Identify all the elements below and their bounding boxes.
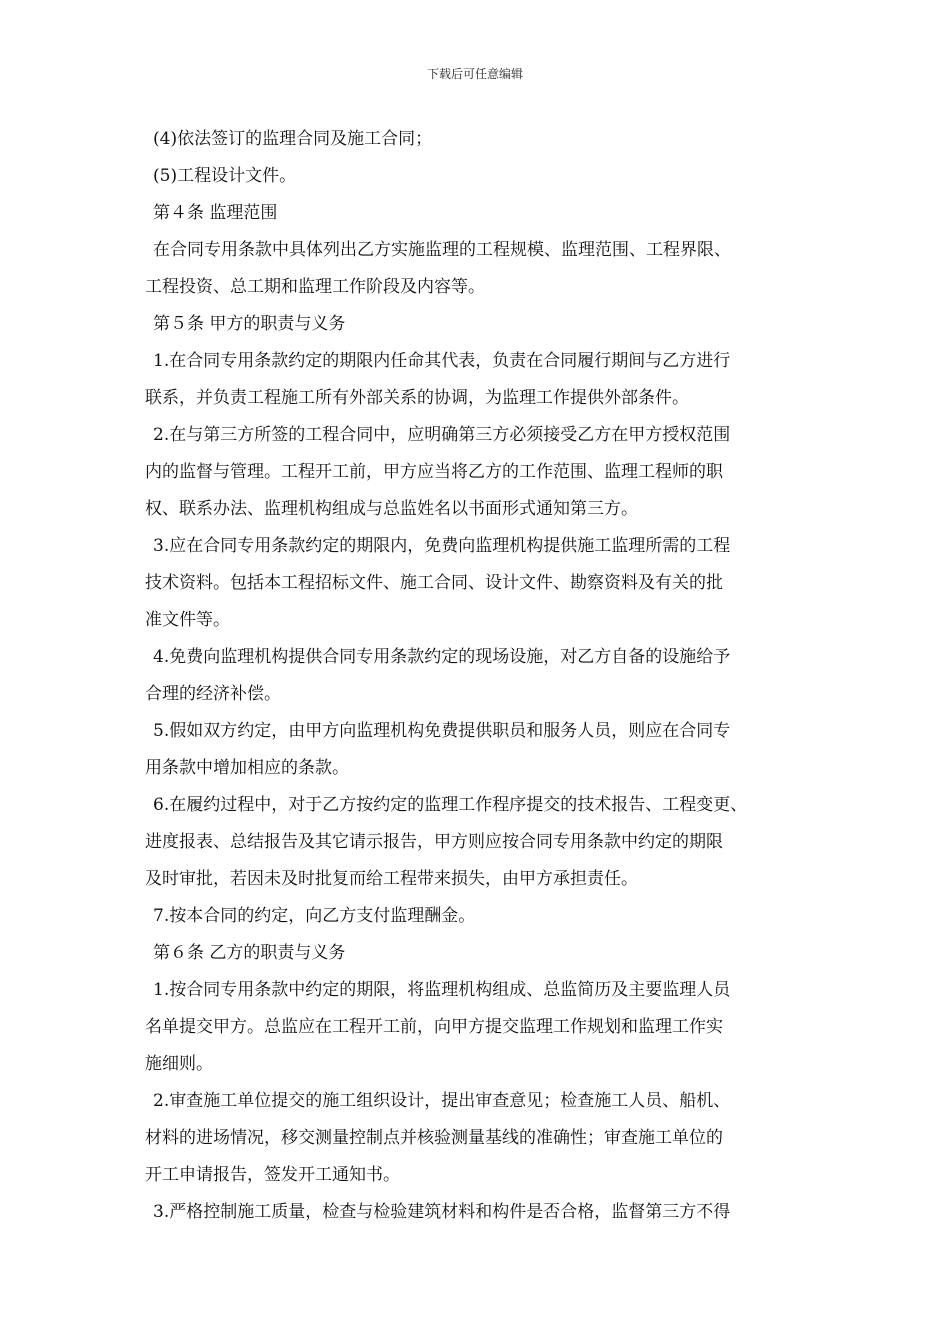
text-line: 施细则。 — [145, 1054, 213, 1074]
text-line: 在合同专用条款中具体列出乙方实施监理的工程规模、监理范围、工程界限、 — [153, 240, 731, 260]
text-line: 工程投资、总工期和监理工作阶段及内容等。 — [145, 277, 485, 297]
text-line: 1.按合同专用条款中约定的期限，将监理机构组成、总监简历及主要监理人员 — [153, 980, 731, 1000]
text-line: 材料的进场情况，移交测量控制点并核验测量基线的准确性；审查施工单位的 — [145, 1128, 723, 1148]
text-line: 准文件等。 — [145, 610, 230, 630]
text-line: 2.在与第三方所签的工程合同中，应明确第三方必须接受乙方在甲方授权范围 — [153, 425, 731, 445]
section-heading: 第６条 乙方的职责与义务 — [153, 943, 346, 963]
text-line: 开工申请报告，签发开工通知书。 — [145, 1165, 400, 1185]
text-line: 7.按本合同的约定，向乙方支付监理酬金。 — [153, 906, 476, 926]
document-body — [145, 121, 815, 1231]
text-line: 1.在合同专用条款约定的期限内任命其代表，负责在合同履行期间与乙方进行 — [153, 351, 731, 371]
text-line: 内的监督与管理。工程开工前，甲方应当将乙方的工作范围、监理工程师的职 — [145, 462, 723, 482]
text-line: 3.严格控制施工质量，检查与检验建筑材料和构件是否合格，监督第三方不得 — [153, 1202, 731, 1222]
text-line: 4.免费向监理机构提供合同专用条款约定的现场设施，对乙方自备的设施给予 — [153, 647, 731, 667]
page-header: 下载后可任意编辑 — [426, 67, 523, 81]
text-line: 及时审批，若因未及时批复而给工程带来损失，由甲方承担责任。 — [145, 869, 638, 889]
section-heading: 第５条 甲方的职责与义务 — [153, 314, 346, 334]
text-line: 6.在履约过程中，对于乙方按约定的监理工作程序提交的技术报告、工程变更、 — [153, 795, 748, 815]
section-heading: 第４条 监理范围 — [153, 203, 278, 223]
text-line: 3.应在合同专用条款约定的期限内，免费向监理机构提供施工监理所需的工程 — [153, 536, 731, 556]
text-line: 名单提交甲方。总监应在工程开工前，向甲方提交监理工作规划和监理工作实 — [145, 1017, 723, 1037]
text-line: 5.假如双方约定，由甲方向监理机构免费提供职员和服务人员，则应在合同专 — [153, 721, 731, 741]
text-line: 技术资料。包括本工程招标文件、施工合同、设计文件、勘察资料及有关的批 — [145, 573, 723, 593]
text-line: (5)工程设计文件。 — [153, 166, 297, 186]
text-line: 合理的经济补偿。 — [145, 684, 281, 704]
text-line: 进度报表、总结报告及其它请示报告，甲方则应按合同专用条款中约定的期限 — [145, 832, 723, 852]
text-line: (4)依法签订的监理合同及施工合同； — [153, 129, 433, 149]
text-line: 2.审查施工单位提交的施工组织设计，提出审查意见；检查施工人员、船机、 — [153, 1091, 731, 1111]
text-line: 用条款中增加相应的条款。 — [145, 758, 349, 778]
text-line: 权、联系办法、监理机构组成与总监姓名以书面形式通知第三方。 — [145, 499, 638, 519]
text-line: 联系，并负责工程施工所有外部关系的协调，为监理工作提供外部条件。 — [145, 388, 689, 408]
